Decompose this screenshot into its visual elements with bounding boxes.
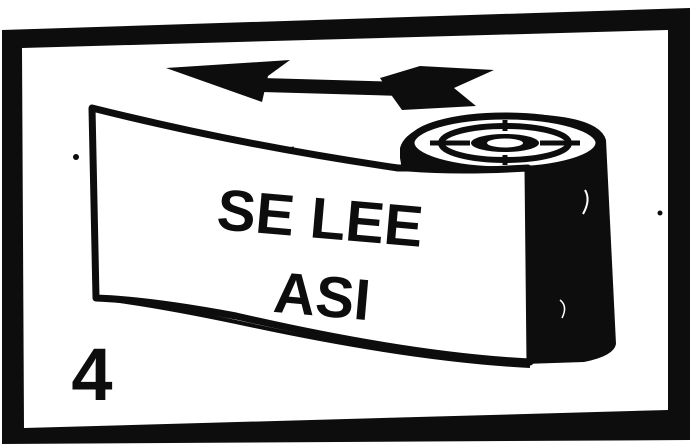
sign-line-1: SE LEE xyxy=(214,177,426,260)
scan-speck xyxy=(658,211,663,216)
sign-line-2: ASI xyxy=(271,259,374,334)
scan-speck xyxy=(674,170,678,174)
scan-speck xyxy=(73,154,79,160)
step-number: 4 xyxy=(71,333,113,416)
